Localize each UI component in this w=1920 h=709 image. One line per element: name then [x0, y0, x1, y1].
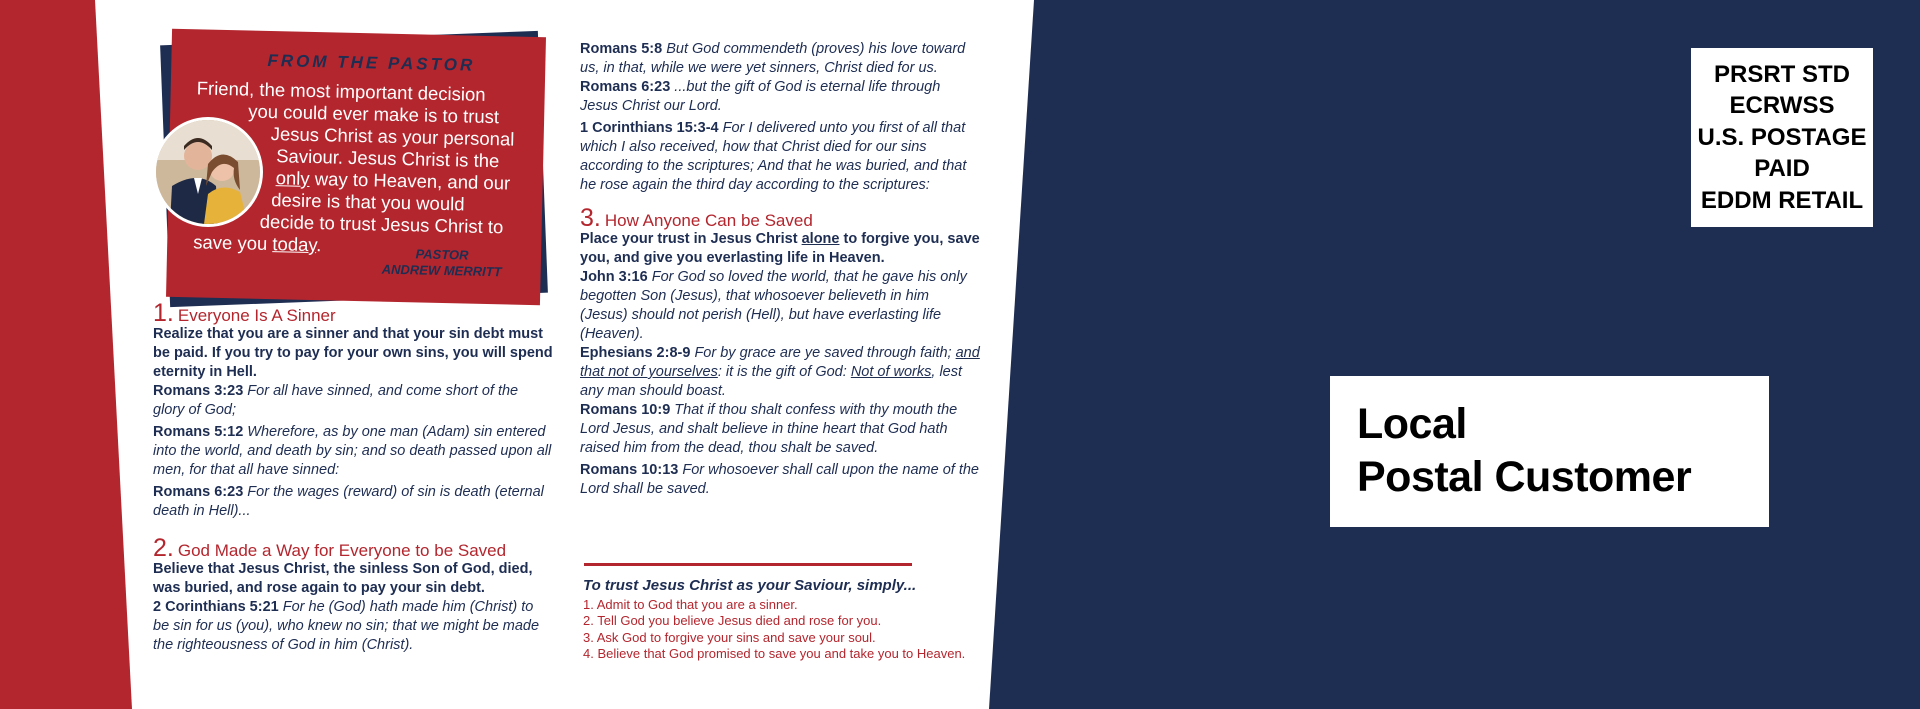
pastor-line: decide to trust Jesus Christ to — [259, 210, 504, 238]
section-3-heading: 3. How Anyone Can be Saved — [580, 204, 813, 232]
verse: Romans 5:12 Wherefore, as by one man (Adam) sin entered into the world, and death by sin; and so death passed upon all men, for that all have sinned: — [153, 424, 552, 478]
indicia-line: EDDM RETAIL — [1700, 186, 1864, 214]
section-1-heading: 1. Everyone Is A Sinner — [153, 299, 336, 327]
verse: Romans 10:9 That if thou shalt confess with thy mouth the Lord Jesus, and shalt believe in thine heart that God hath raised him from the dead, thou shalt be saved. — [580, 402, 958, 456]
indicia-line: ECRWSS — [1729, 92, 1835, 120]
pastor-emphasis: only — [275, 167, 310, 189]
pastor-line: Saviour. Jesus Christ is the — [275, 145, 500, 172]
verse: 1 Corinthians 15:3-4 For I delivered unto you first of all that which I also received, how that Christ died for our sins according to the scriptures; And that he was buried, and that he rose again the third day according to the scriptures: — [580, 120, 967, 193]
pastor-line: Friend, the most important decision — [196, 77, 486, 105]
salvation-steps — [583, 578, 983, 663]
pastor-line: Jesus Christ as your personal — [270, 123, 515, 150]
steps-title: To trust Jesus Christ as your Saviour, simply... — [583, 577, 917, 594]
verse: Romans 10:13 For whosoever shall call upon the name of the Lord shall be saved. — [580, 462, 979, 497]
address-line-2: Postal Customer — [1357, 453, 1692, 501]
verse: Romans 3:23 For all have sinned, and come short of the glory of God; — [153, 383, 519, 418]
pastor-emphasis: today — [272, 233, 317, 256]
column-left — [153, 299, 553, 655]
pastor-line: you could ever make is to trust — [248, 100, 500, 128]
address-block — [1330, 376, 1769, 527]
indicia-line: PAID — [1754, 155, 1810, 183]
verse: John 3:16 For God so loved the world, that he gave his only begotten Son (Jesus), that whosoever believeth in him (Jesus) should not perish (Hell), but have everlasting life (Heaven). — [580, 269, 967, 342]
step-item: 1. Admit to God that you are a sinner. — [583, 596, 798, 612]
section-2-heading: 2. God Made a Way for Everyone to be Saved — [153, 534, 507, 562]
verse: 2 Corinthians 5:21 For he (God) hath made him (Christ) to be sin for us (you), who knew no sin; that we might be made the righteousness of God in him (Christ). — [153, 599, 540, 653]
section-1-lead: Realize that you are a sinner and that your sin debt must be paid. If you try to pay for your own sins, you will spend eternity in Hell. — [153, 326, 553, 380]
verse: Romans 6:23 For the wages (reward) of sin is death (eternal death in Hell)... — [153, 484, 544, 519]
address-line-1: Local — [1357, 400, 1467, 448]
indicia-line: PRSRT STD — [1713, 60, 1850, 88]
verse: Ephesians 2:8-9 For by grace are ye saved through faith; and that not of yourselves: it is the gift of God: Not of works, lest any man should boast. — [580, 345, 980, 399]
step-item: 2. Tell God you believe Jesus died and rose for you. — [583, 613, 882, 628]
pastor-couple-icon — [156, 120, 260, 224]
section-3-lead: Place your trust in Jesus Christ alone to forgive you, save you, and give you everlasting life in Heaven. — [580, 231, 980, 266]
pastor-line: save you today. — [193, 231, 322, 256]
verse: Romans 5:8 But God commendeth (proves) his love toward us, in that, while we were yet sinners, Christ died for us. — [580, 41, 966, 76]
pastor-photo — [153, 117, 263, 227]
pastor-signature: PASTOR ANDREW MERRITT — [381, 246, 502, 280]
pastor-line: only way to Heaven, and our — [275, 167, 511, 194]
step-item: 4. Believe that God promised to save you and take you to Heaven. — [583, 646, 966, 661]
indicia-line: U.S. POSTAGE — [1697, 123, 1867, 151]
step-item: 3. Ask God to forgive your sins and save your soul. — [583, 629, 876, 645]
verse: Romans 6:23 ...but the gift of God is eternal life through Jesus Christ our Lord. — [580, 79, 941, 114]
pastor-heading: FROM THE PASTOR — [267, 50, 476, 75]
column-right — [580, 40, 980, 499]
postage-indicia — [1691, 48, 1873, 227]
section-2-lead: Believe that Jesus Christ, the sinless Son of God, died, was buried, and rose again to pay your sin debt. — [153, 561, 533, 596]
divider-line — [584, 563, 912, 566]
pastor-line: desire is that you would — [271, 189, 465, 215]
